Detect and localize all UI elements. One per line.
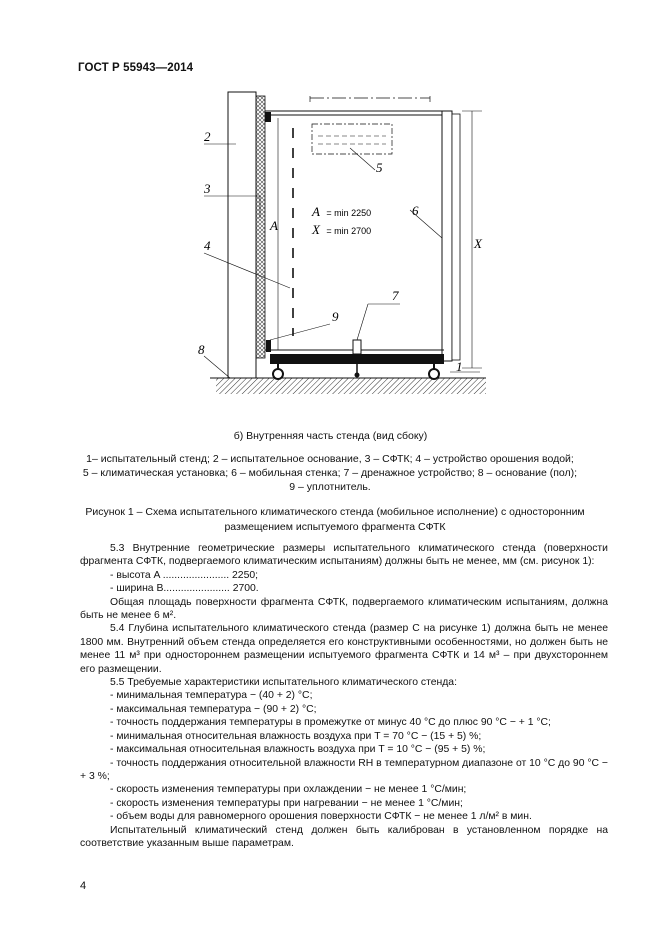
paragraph-area: Общая площадь поверхности фрагмента СФТК, подвергаемого климатическим испытаниям, должна быть не менее 6 м². bbox=[80, 596, 608, 622]
legend-line: 1– испытательный стенд; 2 – испытательное основание, 3 – СФТК; 4 – устройство орошения водой; bbox=[86, 453, 574, 465]
label-dimension-a: A bbox=[270, 218, 278, 233]
caption-line: Рисунок 1 – Схема испытательного климатического стенда (мобильное исполнение) с односторонним bbox=[85, 506, 585, 518]
seal bbox=[266, 340, 271, 352]
wheel-right bbox=[429, 369, 439, 379]
label-5: 5 bbox=[376, 160, 383, 175]
list-item-height: - высота A ....................... 2250; bbox=[110, 569, 259, 581]
page-number: 4 bbox=[80, 880, 87, 892]
figure-caption bbox=[70, 505, 600, 535]
label-2: 2 bbox=[204, 129, 211, 144]
legend-line: 5 – климатическая установка; 6 – мобильная стенка; 7 – дренажное устройство; 8 – основание (пол); bbox=[82, 467, 578, 479]
list-item: - минимальная относительная влажность воздуха при T = 70 °С − (15 + 5) %; bbox=[110, 730, 482, 742]
paragraph-5-5: 5.5 Требуемые характеристики испытательного климатического стенда: bbox=[110, 677, 457, 689]
equation-x-value: = min 2700 bbox=[326, 226, 372, 236]
equation-a-symbol: A bbox=[312, 204, 320, 219]
floor-base bbox=[216, 378, 486, 394]
etics-layer bbox=[256, 96, 265, 358]
list-item: - точность поддержания температуры в промежутке от минус 40 °С до плюс 90 °С − + 1 °С; bbox=[110, 717, 551, 729]
equation-x-symbol: X bbox=[312, 222, 320, 237]
body-text bbox=[80, 542, 608, 850]
list-item-width: - ширина B....................... 2700. bbox=[110, 583, 259, 595]
paragraph-5-3: 5.3 Внутренние геометрические размеры испытательного климатического стенда (поверхности фрагмента СФТК, подвергаемого климатическим испытаниям) должны быть не менее, мм (см. рисунок 1): bbox=[80, 543, 608, 568]
list-item: - максимальная температура − (90 + 2) °С; bbox=[110, 703, 317, 715]
label-7: 7 bbox=[392, 288, 399, 303]
legend-line: 9 – уплотнитель. bbox=[289, 481, 371, 493]
standard-code-header: ГОСТ Р 55943—2014 bbox=[78, 62, 194, 74]
list-item: - минимальная температура − (40 + 2) °С; bbox=[110, 690, 313, 702]
label-8: 8 bbox=[198, 342, 205, 357]
label-9: 9 bbox=[332, 309, 339, 324]
label-3: 3 bbox=[204, 181, 211, 196]
figure-legend bbox=[70, 452, 590, 494]
label-4: 4 bbox=[204, 238, 211, 253]
caption-line: размещением испытуемого фрагмента СФТК bbox=[224, 521, 446, 533]
paragraph-calibration: Испытательный климатический стенд должен быть калиброван в установленном порядке на соответствие указанным выше параметрам. bbox=[80, 824, 608, 849]
label-dimension-x: X bbox=[474, 236, 482, 251]
list-item: - максимальная относительная влажность воздуха при T = 10 °С − (95 + 5) %; bbox=[110, 744, 486, 756]
list-item: - объем воды для равномерного орошения поверхности СФТК − не менее 1 л/м² в мин. bbox=[110, 811, 532, 823]
equation-a-value: = min 2250 bbox=[326, 208, 372, 218]
list-item: - скорость изменения температуры при нагревании − не менее 1 °С/мин; bbox=[110, 797, 463, 809]
label-1: 1 bbox=[456, 359, 463, 374]
wheel-left bbox=[273, 369, 283, 379]
drain-device bbox=[353, 340, 361, 354]
mobile-wall bbox=[442, 111, 452, 361]
list-item: - точность поддержания относительной влажности RH в температурном диапазоне от 10 °С до 90 °С − + 3 %; bbox=[80, 757, 608, 782]
list-item: - скорость изменения температуры при охлаждении − не менее 1 °С/мин; bbox=[110, 784, 467, 796]
platform bbox=[270, 354, 444, 364]
equation-x bbox=[311, 221, 371, 238]
equation-a bbox=[311, 203, 371, 220]
figure-1-drawing bbox=[190, 78, 500, 408]
test-base-wall bbox=[228, 92, 256, 378]
label-6: 6 bbox=[412, 203, 419, 218]
figure-subcaption: б) Внутренняя часть стенда (вид сбоку) bbox=[233, 430, 428, 442]
paragraph-5-4: 5.4 Глубина испытательного климатического стенда (размер C на рисунке 1) должна быть не менее 1800 мм. Внутренний объем стенда определяется его конструктивными особенностями, но должен быть не менее 11 м³ при одностороннем размещении испытуемого фрагмента СФТК и 14 м³ – при двухстороннем его размещении. bbox=[80, 623, 608, 675]
